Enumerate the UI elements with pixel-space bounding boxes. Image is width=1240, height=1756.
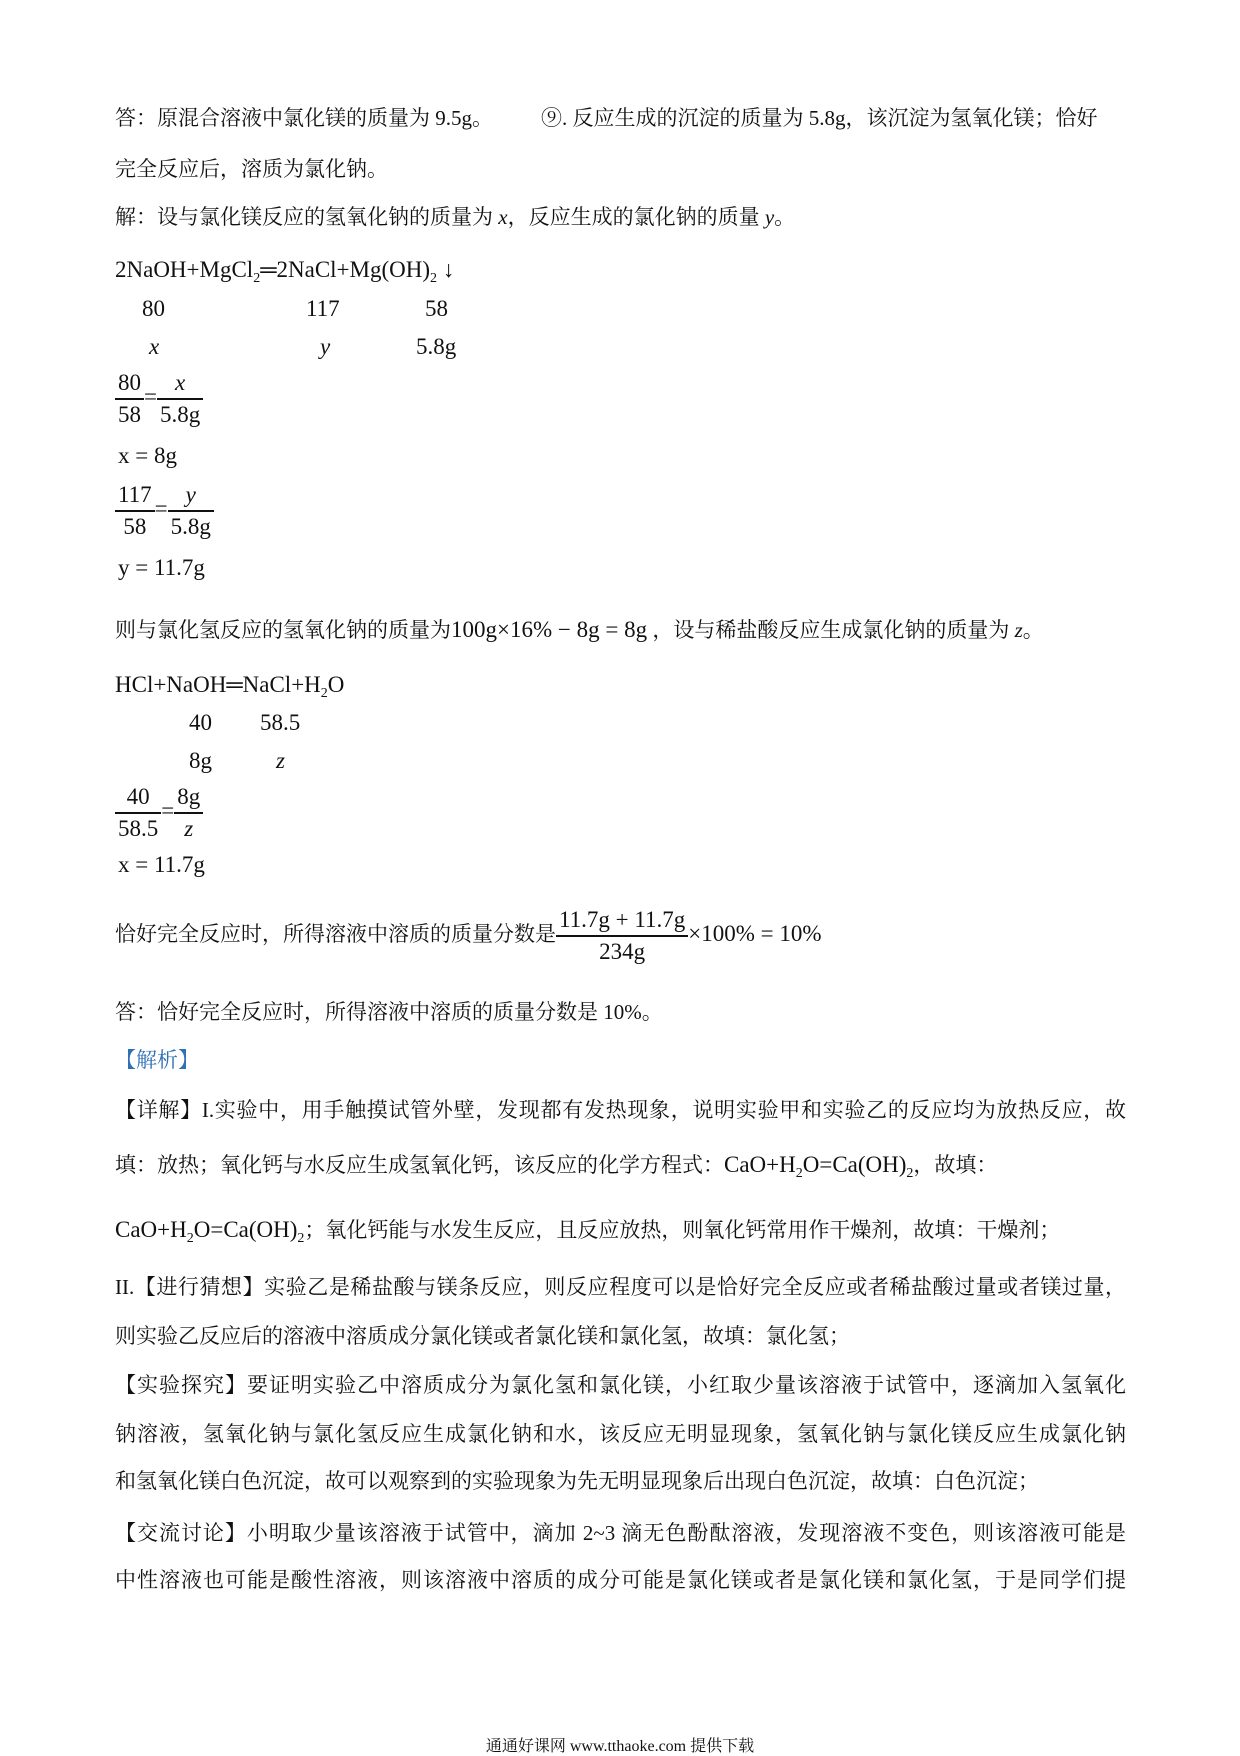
t: 恰好完全反应时，所得溶液中溶质的质量分数是: [115, 921, 556, 946]
denominator: 58: [118, 402, 141, 427]
fraction: [157, 368, 203, 430]
numerator: 11.7g + 11.7g: [556, 905, 688, 937]
t: ，故填：: [913, 1153, 998, 1177]
t: O=Ca(OH): [193, 1217, 298, 1242]
equation-1: [115, 257, 454, 292]
result: x = 8g: [118, 443, 177, 468]
mass-value: 8g: [189, 748, 212, 773]
t: ，设与稀盐酸反应生成氯化钠的质量为: [647, 618, 1015, 642]
fraction: [115, 782, 161, 844]
equation-2: [115, 672, 344, 707]
denominator: 58: [123, 514, 147, 539]
text-line: 【交流讨论】小明取少量该溶液于试管中，滴加 2~3 滴无色酚酞溶液，发现溶液不变色，则该溶液可能是: [115, 1521, 1126, 1545]
t: 。: [1022, 618, 1044, 642]
text-line: II.【进行猜想】实验乙是稀盐酸与镁条反应，则反应程度可以是恰好完全反应或者稀盐酸过量或者镁过量，: [115, 1275, 1126, 1299]
t: O: [327, 672, 345, 697]
mass-value: 40: [189, 710, 212, 735]
numerator: 80: [115, 368, 144, 400]
fraction: [115, 368, 144, 430]
denominator: 234g: [599, 939, 646, 964]
fraction: [168, 480, 214, 542]
t: 填：放热；氧化钙与水反应生成氢氧化钙，该反应的化学方程式：: [115, 1153, 724, 1177]
t: 解：设与氯化镁反应的氢氧化钠的质量为: [115, 205, 499, 229]
t: O=Ca(OH): [802, 1152, 907, 1177]
fraction-equation-2: [115, 480, 214, 542]
var-z: z: [276, 748, 285, 773]
math: 100g×16% − 8g = 8g: [451, 617, 648, 642]
var-x: x: [498, 205, 508, 229]
chem-equation: [115, 1217, 305, 1246]
t: 2: [320, 686, 328, 701]
t: 2NaOH+MgCl: [115, 257, 254, 282]
text-line: [115, 1217, 1060, 1252]
t: =: [161, 797, 175, 823]
analysis-heading: 【解析】: [115, 1048, 199, 1072]
footer-watermark: 通通好课网 www.tthaoke.com 提供下载: [485, 1738, 755, 1755]
var-x: x: [149, 334, 160, 359]
t: 2: [795, 1166, 803, 1181]
numerator: 40: [115, 782, 161, 814]
fraction: [174, 782, 203, 844]
mass-value: 117: [306, 296, 340, 321]
t: ，反应生成的氯化钠的质量: [507, 205, 765, 229]
text-line: 【详解】I.实验中，用手触摸试管外壁，发现都有发热现象，说明实验甲和实验乙的反应均为放热反应，故: [115, 1098, 1126, 1122]
denominator: 5.8g: [170, 514, 211, 539]
t: CaO+H: [724, 1152, 796, 1177]
t: =: [154, 495, 168, 521]
denominator: z: [184, 816, 194, 841]
numerator: 8g: [174, 782, 203, 814]
solution-intro: [115, 204, 795, 230]
t: 2: [297, 1231, 305, 1246]
var-y: y: [320, 334, 331, 359]
chem-equation: [724, 1152, 914, 1181]
mass-value: 5.8g: [416, 334, 457, 359]
answer-line-1: [115, 105, 1098, 131]
t: ；氧化钙能与水发生反应，且反应放热，则氧化钙常用作干燥剂，故填：干燥剂；: [304, 1218, 1061, 1242]
text-line: 中性溶液也可能是酸性溶液，则该溶液中溶质的成分可能是氯化镁或者是氯化镁和氯化氢，于是同学们提: [115, 1568, 1126, 1592]
numerator: x: [175, 370, 186, 395]
answer-text: 答：原混合溶液中氯化镁的质量为 9.5g。: [115, 106, 493, 130]
text-line: [115, 617, 1044, 643]
mass-value: 58: [425, 296, 448, 321]
text-line: 【实验探究】要证明实验乙中溶质成分为氯化氢和氯化镁，小红取少量该溶液于试管中，逐滴加入氢氧化: [115, 1373, 1126, 1397]
item-9-text: ⑨. 反应生成的沉淀的质量为 5.8g，该沉淀为氢氧化镁；恰好: [541, 106, 1098, 130]
text-line: 钠溶液，氢氧化钠与氯化氢反应生成氯化钠和水，该反应无明显现象，氢氧化钠与氯化镁反应生成氯化钠: [115, 1422, 1126, 1446]
answer-text: 答：恰好完全反应时，所得溶液中溶质的质量分数是 10%。: [115, 1000, 663, 1024]
text-line: 完全反应后，溶质为氯化钠。: [115, 157, 388, 181]
fraction: [115, 480, 155, 542]
t: 。: [774, 205, 796, 229]
text-line: 则实验乙反应后的溶液中溶质成分氯化镁或者氯化镁和氯化氢，故填：氯化氢；: [115, 1324, 850, 1348]
denominator: 58.5: [118, 816, 159, 841]
numerator: 117: [115, 480, 155, 512]
down-arrow-icon: ↓: [437, 257, 455, 282]
result: y = 11.7g: [118, 555, 205, 580]
fraction: [556, 905, 688, 967]
t: ×100% = 10%: [688, 920, 822, 946]
t: 2: [253, 271, 261, 286]
t: 2: [186, 1231, 194, 1246]
result: x = 11.7g: [118, 852, 205, 877]
t: CaO+H: [115, 1217, 187, 1242]
fraction-equation-1: [115, 368, 203, 430]
t: 则与氯化氢反应的氢氧化钠的质量为: [115, 618, 451, 642]
t: =: [144, 383, 157, 409]
t: HCl+NaOH═NaCl+H: [115, 672, 321, 697]
denominator: 5.8g: [159, 402, 201, 427]
t: 2: [906, 1166, 914, 1181]
var-z: z: [1014, 618, 1023, 642]
mass-fraction-line: [115, 905, 822, 967]
text-line: 和氢氧化镁白色沉淀，故可以观察到的实验现象为先无明显现象后出现白色沉淀，故填：白色沉淀；: [115, 1469, 1039, 1493]
t: ═2NaCl+Mg(OH): [260, 257, 431, 282]
numerator: y: [185, 482, 196, 507]
t: 2: [430, 271, 438, 286]
mass-value: 80: [142, 296, 165, 321]
text-line: [115, 1152, 997, 1187]
mass-value: 58.5: [260, 710, 301, 735]
var-y: y: [764, 205, 775, 229]
fraction-equation-3: [115, 782, 203, 844]
